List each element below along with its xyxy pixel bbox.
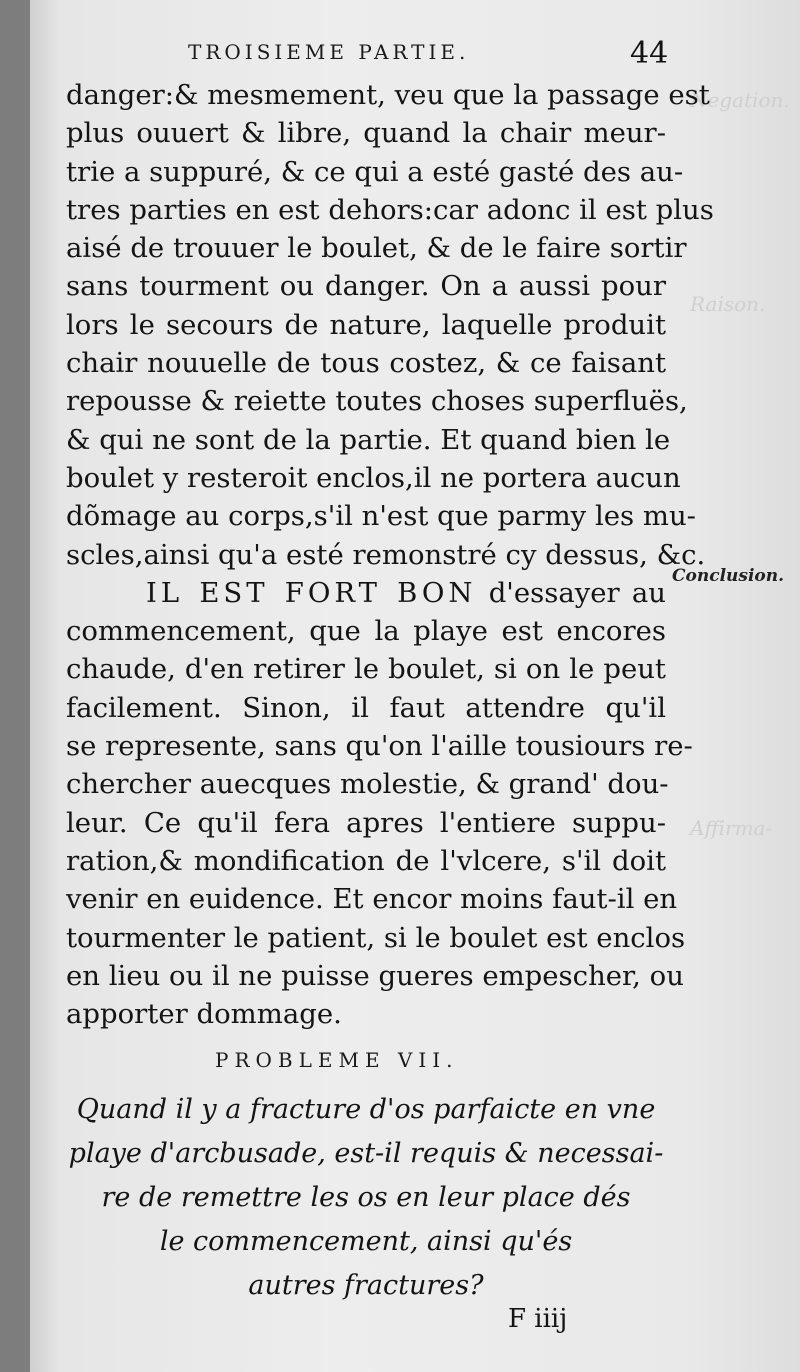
question-line: playe d'arcbusade, est-il requis & necessai- [68, 1138, 664, 1169]
text-line: chaude, d'en retirer le boulet, si on le peut [66, 653, 666, 686]
text-line: trie a suppuré, & ce qui a esté gasté des au- [66, 155, 684, 188]
text-line: boulet y resteroit enclos,il ne portera aucun [66, 461, 681, 494]
bleed-through-text: Negation. [690, 88, 790, 112]
text-line: tourmenter le patient, si le boulet est enclos [66, 921, 686, 954]
text-line: sans tourment ou danger. On a aussi pour [66, 270, 666, 303]
text-line: repousse & reiette toutes choses superfluës, [66, 385, 688, 418]
question-line: Quand il y a fracture d'os parfaicte en vne [76, 1094, 656, 1125]
text-line: plus ouuert & libre, quand la chair meur- [66, 117, 666, 150]
text-line: apporter dommage. [66, 998, 342, 1031]
question-line: autres fractures? [248, 1270, 484, 1301]
marginal-note: Conclusion. [672, 566, 785, 586]
text-line: en lieu ou il ne puisse gueres empescher, ou [66, 959, 684, 992]
problem-question [66, 1088, 666, 1308]
question-line: re de remettre les os en leur place dés [101, 1182, 631, 1213]
problem-heading: PROBLEME VII. [215, 1048, 459, 1072]
text-line: chercher auecques molestie, & grand' dou- [66, 768, 669, 801]
text-line: leur. Ce qu'il fera apres l'entiere suppu- [66, 806, 666, 839]
book-page [30, 0, 800, 1372]
text-line: dõmage au corps,s'il n'est que parmy les mu- [66, 500, 696, 533]
text-line: aisé de trouuer le boulet, & de le faire sortir [66, 232, 687, 265]
paragraph-lead-rest: d'essayer au [488, 576, 666, 609]
bleed-through-text: Raison. [690, 292, 766, 316]
text-line: lors le secours de nature, laquelle produit [66, 308, 666, 341]
text-line: chair nouuelle de tous costez, & ce faisant [66, 347, 666, 380]
running-title: TROISIEME PARTIE. [188, 40, 470, 64]
main-text [66, 76, 714, 1033]
question-line: le commencement, ainsi qu'és [159, 1226, 573, 1257]
paragraph-lead-caps: IL EST FORT BON [146, 576, 477, 609]
text-line: ration,& mondification de l'vlcere, s'il doit [66, 844, 666, 877]
text-line: tres parties en est dehors:car adonc il est plus [66, 193, 714, 226]
paragraph-opening-line [66, 574, 666, 612]
text-line: se represente, sans qu'on l'aille tousiours re- [66, 730, 693, 763]
page-number: 44 [630, 36, 669, 71]
text-line: commencement, que la playe est encores [66, 615, 666, 648]
text-line: & qui ne sont de la partie. Et quand bien le [66, 423, 671, 456]
text-line: facilement. Sinon, il faut attendre qu'il [66, 691, 666, 724]
text-line: venir en euidence. Et encor moins faut-il en [66, 883, 678, 916]
text-line: danger:& mesmement, veu que la passage est [66, 79, 710, 111]
text-line: scles,ainsi qu'a esté remonstré cy dessus, &c. [66, 538, 706, 571]
signature-mark: F iiij [508, 1304, 568, 1334]
bleed-through-text: Affirma- [690, 816, 773, 840]
